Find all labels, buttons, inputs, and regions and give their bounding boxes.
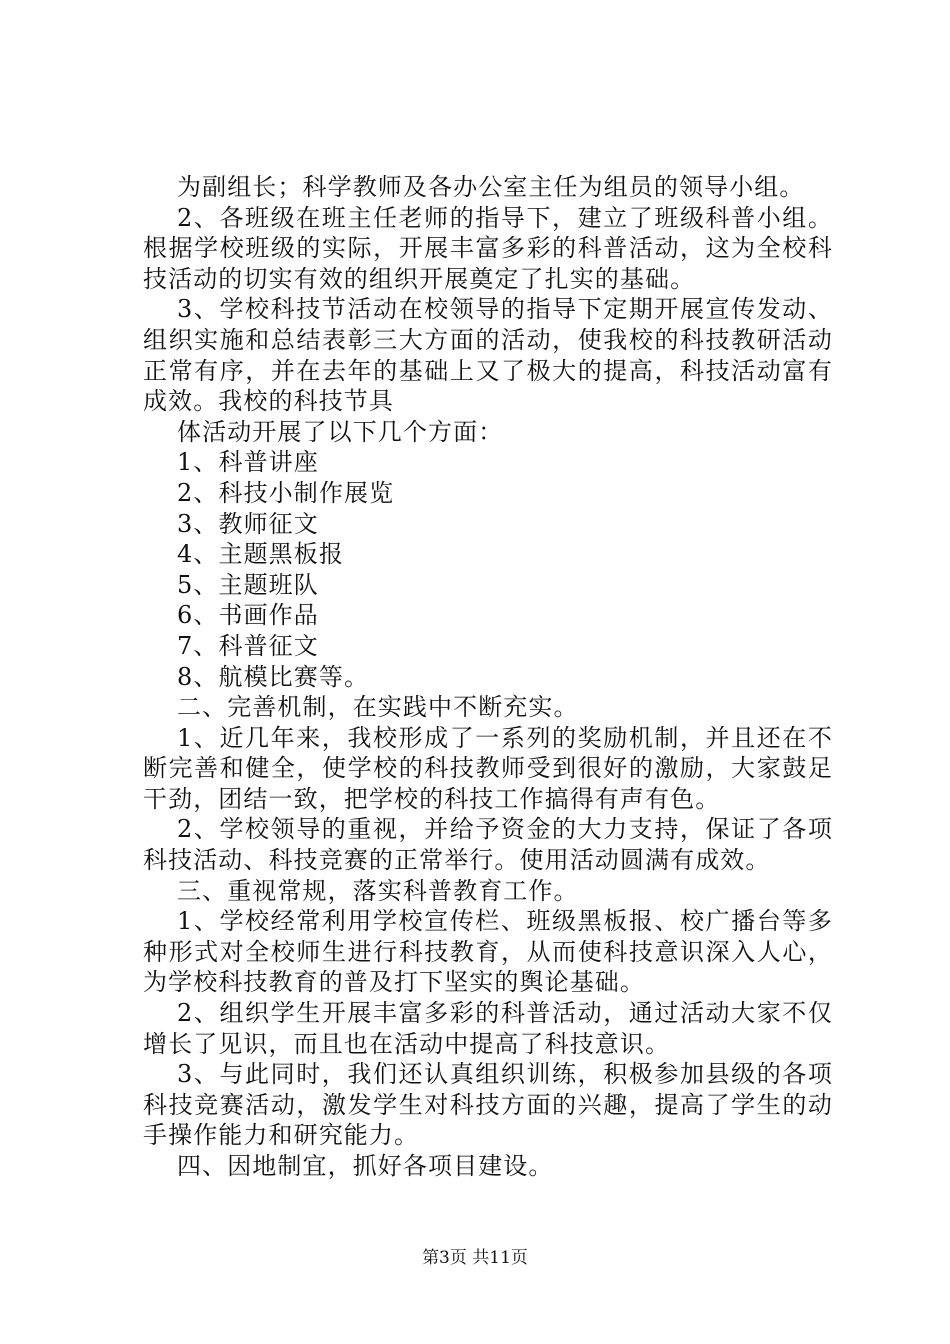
paragraph: 3、与此同时，我们还认真组织训练，积极参加县级的各项科技竞赛活动，激发学生对科技方面的兴趣，提高了学生的动手操作能力和研究能力。	[143, 1060, 833, 1150]
list-item: 7、科普征文	[177, 631, 319, 660]
paragraph: 为副组长；科学教师及各办公室主任为组员的领导小组。	[177, 173, 805, 201]
paragraph: 1、近几年来，我校形成了一系列的奖励机制，并且还在不断完善和健全，使学校的科技教师受到很好的激励，大家鼓足干劲，团结一致，把学校的科技工作搞得有声有色。	[143, 723, 833, 813]
page-number: 第3页 共11页	[422, 1248, 528, 1268]
paragraph: 2、组织学生开展丰富多彩的科普活动，通过活动大家不仅增长了见识，而且也在活动中提高了科技意识。	[143, 999, 833, 1058]
list-item: 8、航模比赛等。	[177, 662, 370, 691]
section-heading: 四、因地制宜，抓好各项目建设。	[177, 1152, 554, 1180]
section-heading: 二、完善机制，在实践中不断充实。	[177, 693, 579, 722]
document-body	[143, 172, 833, 1182]
list-item: 4、主题黑板报	[177, 540, 344, 569]
list-item: 6、书画作品	[177, 601, 319, 630]
paragraph: 2、学校领导的重视，并给予资金的大力支持，保证了各项科技活动、科技竞赛的正常举行。使用活动圆满有成效。	[143, 815, 833, 875]
paragraph: 体活动开展了以下几个方面：	[177, 417, 504, 446]
section-heading: 三、重视常规，落实科普教育工作。	[177, 876, 579, 905]
list-item: 1、科普讲座	[177, 448, 319, 477]
paragraph: 1、学校经常利用学校宣传栏、班级黑板报、校广播台等多种形式对全校师生进行科技教育，从而使科技意识深入人心，为学校科技教育的普及打下坚实的舆论基础。	[143, 907, 833, 997]
paragraph: 3、学校科技节活动在校领导的指导下定期开展宣传发动、组织实施和总结表彰三大方面的活动，使我校的科技教研活动正常有序，并在去年的基础上又了极大的提高，科技活动富有成效。我校的科技节具	[143, 295, 833, 416]
list-item: 5、主题班队	[177, 570, 319, 599]
paragraph: 2、各班级在班主任老师的指导下，建立了班级科普小组。根据学校班级的实际，开展丰富多彩的科普活动，这为全校科技活动的切实有效的组织开展奠定了扎实的基础。	[143, 203, 833, 293]
list-item: 2、科技小制作展览	[177, 478, 395, 507]
list-item: 3、教师征文	[177, 509, 319, 538]
